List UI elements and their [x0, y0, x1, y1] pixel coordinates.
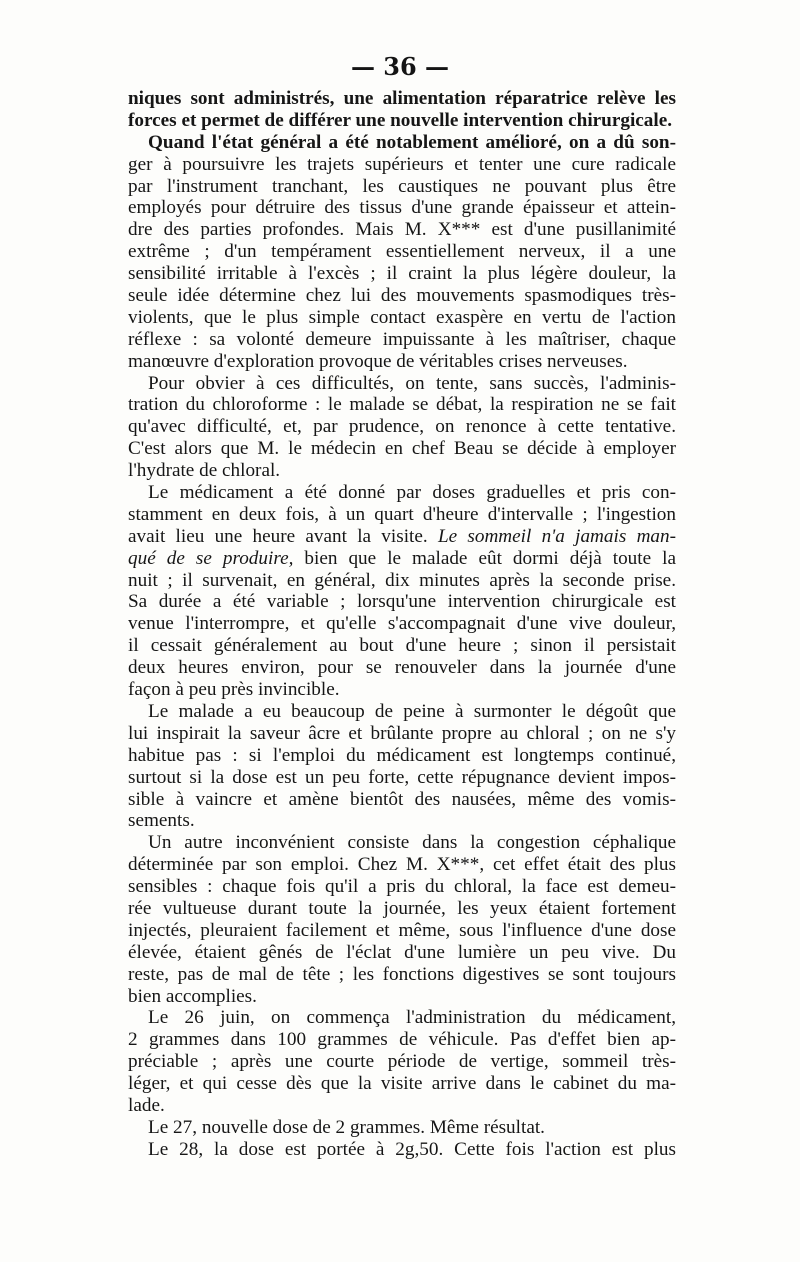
text-line: sensibles : chaque fois qu'il a pris du chloral, la face est demeu- — [128, 876, 676, 898]
text-line: lui inspirait la saveur âcre et brûlante propre au chloral ; on ne s'y — [128, 722, 676, 744]
text-line: violents, que le plus simple contact exaspère en vertu de l'action — [128, 306, 676, 328]
text-line: léger, et qui cesse dès que la visite arrive dans le cabinet du ma- — [128, 1073, 676, 1095]
text-line: dre des parties profondes. Mais M. X*** est d'une pusillanimité — [128, 219, 676, 241]
text-line: tration du chloroforme : le malade se débat, la respiration ne se fait — [128, 394, 676, 416]
text-line: il cessait généralement au bout d'une heure ; sinon il persistait — [128, 635, 676, 657]
text-line: élevée, étaient gênés de l'éclat d'une lumière un peu vive. Du — [128, 941, 676, 963]
text-line: sensibilité irritable à l'excès ; il craint la plus légère douleur, la — [128, 263, 676, 285]
text-line: Le 28, la dose est portée à 2g,50. Cette fois l'action est plus — [148, 1138, 676, 1160]
text-line: ger à poursuivre les trajets supérieurs et tenter une cure radicale — [128, 153, 676, 175]
text-line: manœuvre d'exploration provoque de véritables crises nerveuses. — [128, 350, 628, 372]
text-line: employés pour détruire des tissus d'une grande épaisseur et attein- — [128, 197, 676, 219]
text-line: par l'instrument tranchant, les caustiques ne pouvant plus être — [128, 175, 676, 197]
text-line: Sa durée a été variable ; lorsqu'une intervention chirurgicale est — [128, 591, 676, 613]
text-line: nuit ; il survenait, en général, dix minutes après la seconde prise. — [128, 569, 676, 591]
text-line: C'est alors que M. le médecin en chef Beau se décide à employer — [128, 438, 676, 460]
text-line: seule idée détermine chez lui des mouvements spasmodiques très- — [128, 285, 676, 307]
text-line: Le médicament a été donné par doses graduelles et pris con- — [148, 482, 676, 504]
text-line: qué de se produire, bien que le malade eût dormi déjà toute la — [128, 547, 676, 569]
text-line: l'hydrate de chloral. — [128, 460, 281, 482]
text-line: 2 grammes dans 100 grammes de véhicule. Pas d'effet bien ap- — [128, 1029, 676, 1051]
text-line: façon à peu près invincible. — [128, 679, 340, 701]
text-line: rée vultueuse durant toute la journée, les yeux étaient fortement — [128, 897, 676, 919]
text-line: stamment en deux fois, à un quart d'heure d'intervalle ; l'ingestion — [128, 503, 676, 525]
text-line: déterminée par son emploi. Chez M. X***, cet effet était des plus — [128, 854, 676, 876]
text-line: venue l'interrompre, et qu'elle s'accompagnait d'une vive douleur, — [128, 613, 676, 635]
text-line: reste, pas de mal de tête ; les fonctions digestives se sont toujours — [128, 963, 676, 985]
text-line: sible à vaincre et amène bientôt des nausées, même des vomis- — [128, 788, 676, 810]
text-line: qu'avec difficulté, et, par prudence, on renonce à cette tentative. — [128, 416, 676, 438]
text-line: Le 26 juin, on commença l'administration du médicament, — [148, 1007, 676, 1029]
text-line: lade. — [128, 1094, 165, 1116]
text-line: injectés, pleuraient facilement et même, sous l'influence d'une dose — [128, 919, 676, 941]
text-line: Le 27, nouvelle dose de 2 grammes. Même résultat. — [148, 1116, 545, 1138]
text-line: deux heures environ, pour se renouveler dans la journée d'une — [128, 657, 676, 679]
text-line: Un autre inconvénient consiste dans la congestion céphalique — [148, 832, 676, 854]
text-line: forces et permet de différer une nouvelle intervention chirurgicale. — [128, 109, 673, 131]
page-number: — 36 — — [350, 52, 450, 81]
text-line: niques sont administrés, une alimentation réparatrice relève les — [128, 88, 676, 109]
text-line: sements. — [128, 810, 195, 832]
text-line: bien accomplies. — [128, 985, 257, 1007]
text-line: avait lieu une heure avant la visite. Le sommeil n'a jamais man- — [128, 525, 676, 547]
text-line: Le malade a eu beaucoup de peine à surmonter le dégoût que — [148, 700, 676, 722]
text-line: préciable ; après une courte période de vertige, sommeil très- — [128, 1051, 676, 1073]
body-text — [128, 88, 676, 1161]
text-line: réflexe : sa volonté demeure impuissante à les maîtriser, chaque — [128, 328, 676, 350]
text-line: habitue pas : si l'emploi du médicament est longtemps continué, — [128, 744, 676, 766]
text-line: Quand l'état général a été notablement amélioré, on a dû son- — [148, 131, 676, 153]
text-line: extrême ; d'un tempérament essentiellement nerveux, il a une — [128, 241, 676, 263]
text-line: Pour obvier à ces difficultés, on tente, sans succès, l'adminis- — [148, 372, 676, 394]
text-line: surtout si la dose est un peu forte, cette répugnance devient impos- — [128, 766, 676, 788]
